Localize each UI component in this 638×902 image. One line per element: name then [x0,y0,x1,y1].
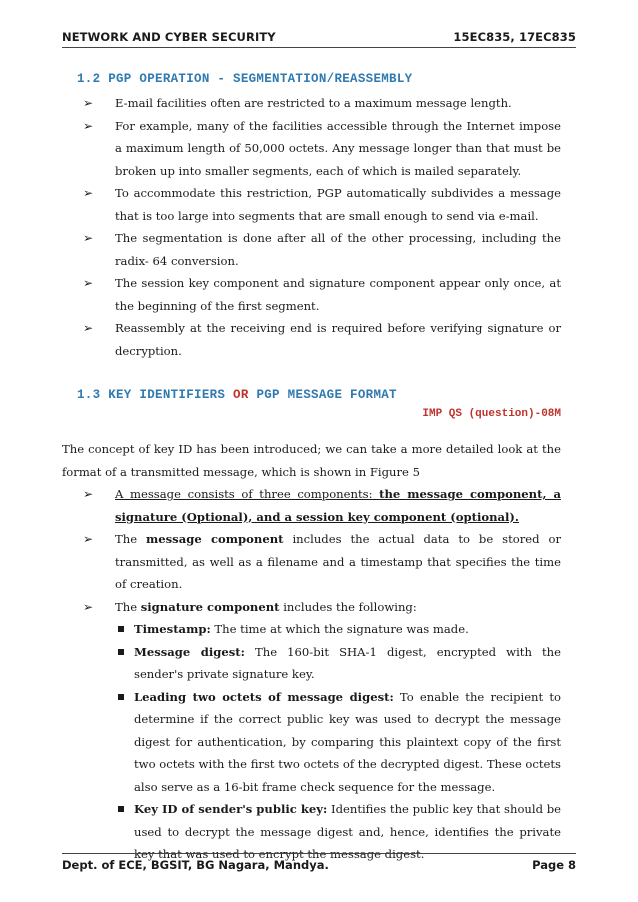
sub-bullet-text: The 160-bit SHA-1 digest, encrypted with the sender's private signature key. [134,644,562,681]
section-2-title-or: OR [233,388,249,402]
important-question-tag: IMP QS (question)-08M [422,408,561,420]
sub-bullet-text: The time at which the signature was made. [210,622,469,636]
sub-bullet-term: Key ID of sender's public key: [134,802,328,816]
bullet-text: A message consists of three components: [115,487,380,501]
bullet-item: ➢ The session key component and signature component appear only once, at the beginning of the first segment. [77,272,561,317]
page-footer [62,853,576,872]
section-2-body [62,438,561,866]
bullet-text: includes the following: [279,599,417,614]
footer-department: Dept. of ECE, BGSIT, BG Nagara, Mandya. [62,858,329,872]
bullet-item [77,528,561,596]
bullet-bold-text: signature component [140,599,280,614]
page-content [77,70,561,422]
header-course-title: NETWORK AND CYBER SECURITY [62,30,276,44]
bullet-item: ➢ To accommodate this restriction, PGP automatically subdivides a message that is too large into segments that are small enough to send via e-mail. [77,182,561,227]
sub-bullet-term: Message digest: [134,644,245,659]
bullet-item: ➢ The segmentation is done after all of the other processing, including the radix- 64 conversion. [77,227,561,272]
sub-bullet-text: To enable the recipient to determine if the correct public key was used to decrypt the message digest for authentication, by comparing this plaintext copy of the first two octets with the first two octets of the decrypted digest. These octets also serve as a 16-bit frame check sequence for the message. [134,689,561,794]
bullet-item [77,483,561,528]
bullet-text: The [115,599,141,614]
bullet-item [77,596,561,619]
sub-bullet-item [77,618,561,641]
bullet-bold-text: message component [146,532,284,546]
section-2-title-part-a: 1.3 KEY IDENTIFIERS [77,388,234,402]
footer-page-number: Page 8 [532,858,576,872]
bullet-text: includes the actual data to be stored or transmitted, as well as a filename and a timestamp that specifies the time of creation. [115,532,562,591]
section-1-bullets [77,92,561,362]
page-header [62,30,576,48]
bullet-item: ➢ E-mail facilities often are restricted to a maximum message length. [77,92,561,115]
sub-bullet-text: Identifies the public key that should be used to decrypt the message digest and, hence, identifies the private key that was used to encrypt the message digest. [134,802,562,861]
sub-bullet-term: Leading two octets of message digest: [134,689,394,704]
section-2-intro: The concept of key ID has been introduced; we can take a more detailed look at the format of a transmitted message, which is shown in Figure 5 [62,442,561,479]
signature-components-list [77,618,561,866]
bullet-text: The [115,532,147,546]
sub-bullet-term: Timestamp: [134,622,211,636]
section-2-title-part-b: PGP MESSAGE FORMAT [248,388,397,402]
section-2-bullets [77,483,561,618]
bullet-item: ➢ For example, many of the facilities accessible through the Internet impose a maximum length of 50,000 octets. Any message longer than that must be broken up into smaller segments, each of which is mailed separately. [77,115,561,183]
section-2-title [77,386,561,404]
sub-bullet-item [77,641,561,686]
section-1-title: 1.2 PGP OPERATION - SEGMENTATION/REASSEMBLY [77,72,413,86]
bullet-bold-text: the message component, a signature (Optional), and a session key component (optional). [115,487,561,524]
header-course-code: 15EC835, 17EC835 [453,30,576,44]
bullet-item: ➢ Reassembly at the receiving end is required before verifying signature or decryption. [77,317,561,362]
sub-bullet-item [77,686,561,799]
